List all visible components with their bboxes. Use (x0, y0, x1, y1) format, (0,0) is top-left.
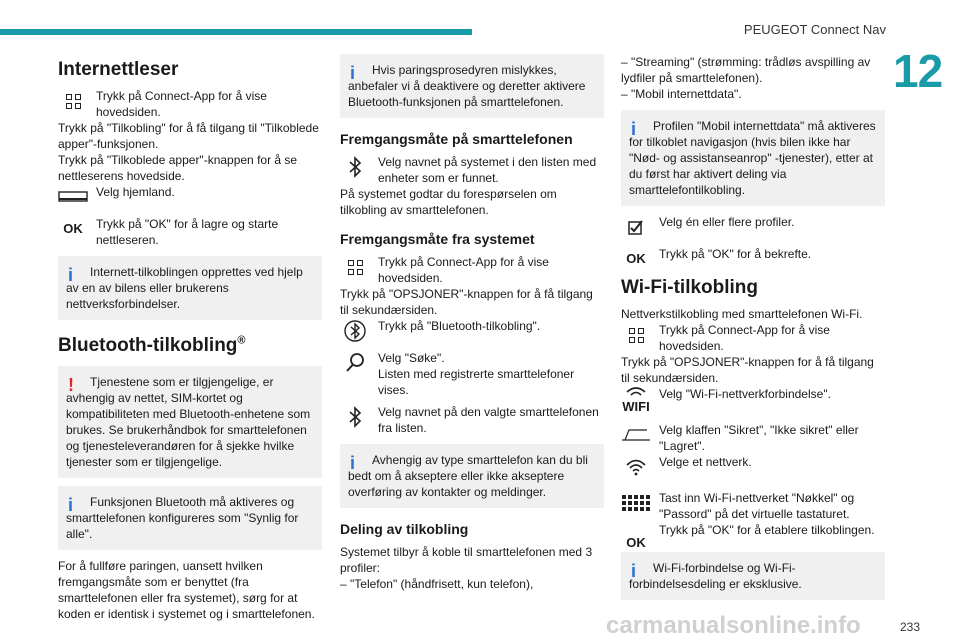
apps-grid-icon (58, 88, 88, 114)
flag-icon (58, 184, 88, 210)
info-note: i Profilen "Mobil internettdata" må aktiveres for tilkoblet navigasjon (hvis bilen ikke har "Nød- og assistanseanrop" -tjenester), etter at du først har aktivert deling via smarttelefontilkobling. (621, 110, 885, 206)
step-connect-app: Trykk på Connect-App for å vise hovedsiden. (621, 322, 885, 354)
step-select-network: Velge et nettverk. (621, 454, 885, 484)
header-title: PEUGEOT Connect Nav (743, 22, 886, 37)
top-accent-bar (0, 29, 472, 35)
step-bt-connection: Trykk på "Bluetooth-tilkobling". (340, 318, 604, 344)
watermark: carmanualsonline.info (606, 612, 861, 639)
phone-procedure-heading: Fremgangsmåte på smarttelefonen (340, 131, 573, 147)
step-wifi-network: WIFI Velg "Wi-Fi-nettverkforbindelse". (622, 387, 831, 414)
sharing-heading: Deling av tilkobling (340, 521, 469, 537)
step-choose-phone: Velg navnet på den valgte smarttelefonen fra listen. (340, 404, 604, 436)
info-note: i Internett-tilkoblingen opprettes ved hjelp av en av bilens eller brukerens nettverksforbindelser. (58, 256, 322, 320)
paragraph: Nettverkstilkobling med smarttelefonen Wi-Fi. (621, 307, 863, 321)
ok-icon: OK (626, 535, 646, 550)
step-search: Velg "Søke". Listen med registrerte smarttelefoner vises. (340, 350, 604, 398)
paragraph: På systemet godtar du forespørselen om tilkobling av smarttelefonen. (340, 187, 557, 217)
paragraph: Trykk på "Tilkobling" for å få tilgang til "Tilkoblede apper"-funksjonen. (58, 121, 319, 151)
step-ok: OK Trykk på "OK" for å etablere tilkoblingen. (621, 522, 885, 538)
bluetooth-icon (340, 404, 370, 430)
paragraph: For å fullføre paringen, uansett hvilken fremgangsmåte som er benyttet (fra smarttelefonen eller fra systemet), sørg for at koden er identisk i systemet og i smarttelefonen. (58, 559, 315, 621)
page-number: 233 (899, 620, 920, 634)
apps-grid-icon (340, 254, 370, 280)
wifi-icon (621, 454, 651, 480)
system-procedure-heading: Fremgangsmåte fra systemet (340, 231, 535, 247)
info-icon: i (631, 561, 637, 581)
warning-note: ! Tjenestene som er tilgjengelige, er avhengig av nettet, SIM-kortet og kompatibiliteten med Bluetooth-enhetene som brukes. Se brukerhåndbok for smarttelefonen og tjenesteleverandøren for å sjekke hvilke tjenester som er tilgjengelige. (58, 366, 322, 478)
info-note: i Avhengig av type smarttelefon kan du bli bedt om å akseptere eller ikke akseptere overføring av kontakter og meldinger. (340, 444, 604, 508)
list-item: – "Telefon" (håndfrisett, kun telefon), (340, 577, 534, 591)
search-icon (340, 350, 370, 376)
keyboard-icon (621, 490, 651, 516)
apps-grid-icon (621, 322, 651, 348)
step-connect-app: Trykk på Connect-App for å vise hovedsiden. (58, 88, 322, 120)
wifi-heading: Wi-Fi-tilkobling (621, 277, 759, 298)
info-note: i Hvis paringsprosedyren mislykkes, anbefaler vi å deaktivere og deretter aktivere Bluetooth-funksjonen på smarttelefonen. (340, 54, 604, 118)
paragraph: Trykk på "Tilkoblede apper"-knappen for å se nettleserens hovedside. (58, 153, 298, 183)
column-1 (58, 54, 322, 622)
info-icon: i (631, 119, 637, 139)
pencil-icon (621, 422, 651, 448)
info-icon: i (68, 495, 74, 515)
column-2 (340, 54, 604, 592)
step-select-system: Velg navnet på systemet i den listen med enheter som er funnet. (340, 154, 604, 186)
internet-heading: Internettleser (58, 59, 179, 80)
ok-icon: OK (63, 221, 83, 236)
step-ok: OK Trykk på "OK" for å bekrefte. (621, 246, 885, 262)
list-item: – "Streaming" (strømming: trådløs avspilling av lydfiler på smarttelefonen). (621, 55, 871, 85)
step-connect-app: Trykk på Connect-App for å vise hovedsiden. (340, 254, 604, 286)
paragraph: Systemet tilbyr å koble til smarttelefonen med 3 profiler: (340, 545, 593, 575)
paragraph: Trykk på "OPSJONER"-knappen for å få tilgang til sekundærsiden. (621, 355, 874, 385)
info-icon: i (68, 265, 74, 285)
bluetooth-icon (340, 318, 370, 344)
step-ok: OK Trykk på "OK" for å lagre og starte nettleseren. (58, 216, 322, 248)
info-icon: i (350, 453, 356, 473)
bluetooth-heading: Bluetooth-tilkobling® (58, 334, 246, 356)
step-profiles: Velg én eller flere profiler. (621, 214, 885, 240)
column-3 (621, 54, 885, 608)
wifi-icon: WIFI (621, 386, 651, 416)
info-note: i Funksjonen Bluetooth må aktiveres og smarttelefonen konfigureres som "Synlig for alle". (58, 486, 322, 550)
checkbox-icon (621, 214, 651, 240)
ok-icon: OK (626, 251, 646, 266)
info-note: i Wi-Fi-forbindelse og Wi-Fi-forbindelsesdeling er eksklusive. (621, 552, 885, 600)
step-tab: Velg klaffen "Sikret", "Ikke sikret" eller "Lagret". (621, 422, 885, 454)
bluetooth-icon (340, 154, 370, 180)
info-icon: i (350, 63, 356, 83)
paragraph: Trykk på "OPSJONER"-knappen for å få tilgang til sekundærsiden. (340, 287, 593, 317)
step-keyboard: Tast inn Wi-Fi-nettverket "Nøkkel" og "Passord" på det virtuelle tastaturet. (621, 490, 885, 522)
warning-icon: ! (68, 375, 74, 395)
list-item: – "Mobil internettdata". (621, 87, 742, 101)
step-country: Velg hjemland. (58, 184, 322, 210)
chapter-number: 12 (893, 45, 943, 97)
